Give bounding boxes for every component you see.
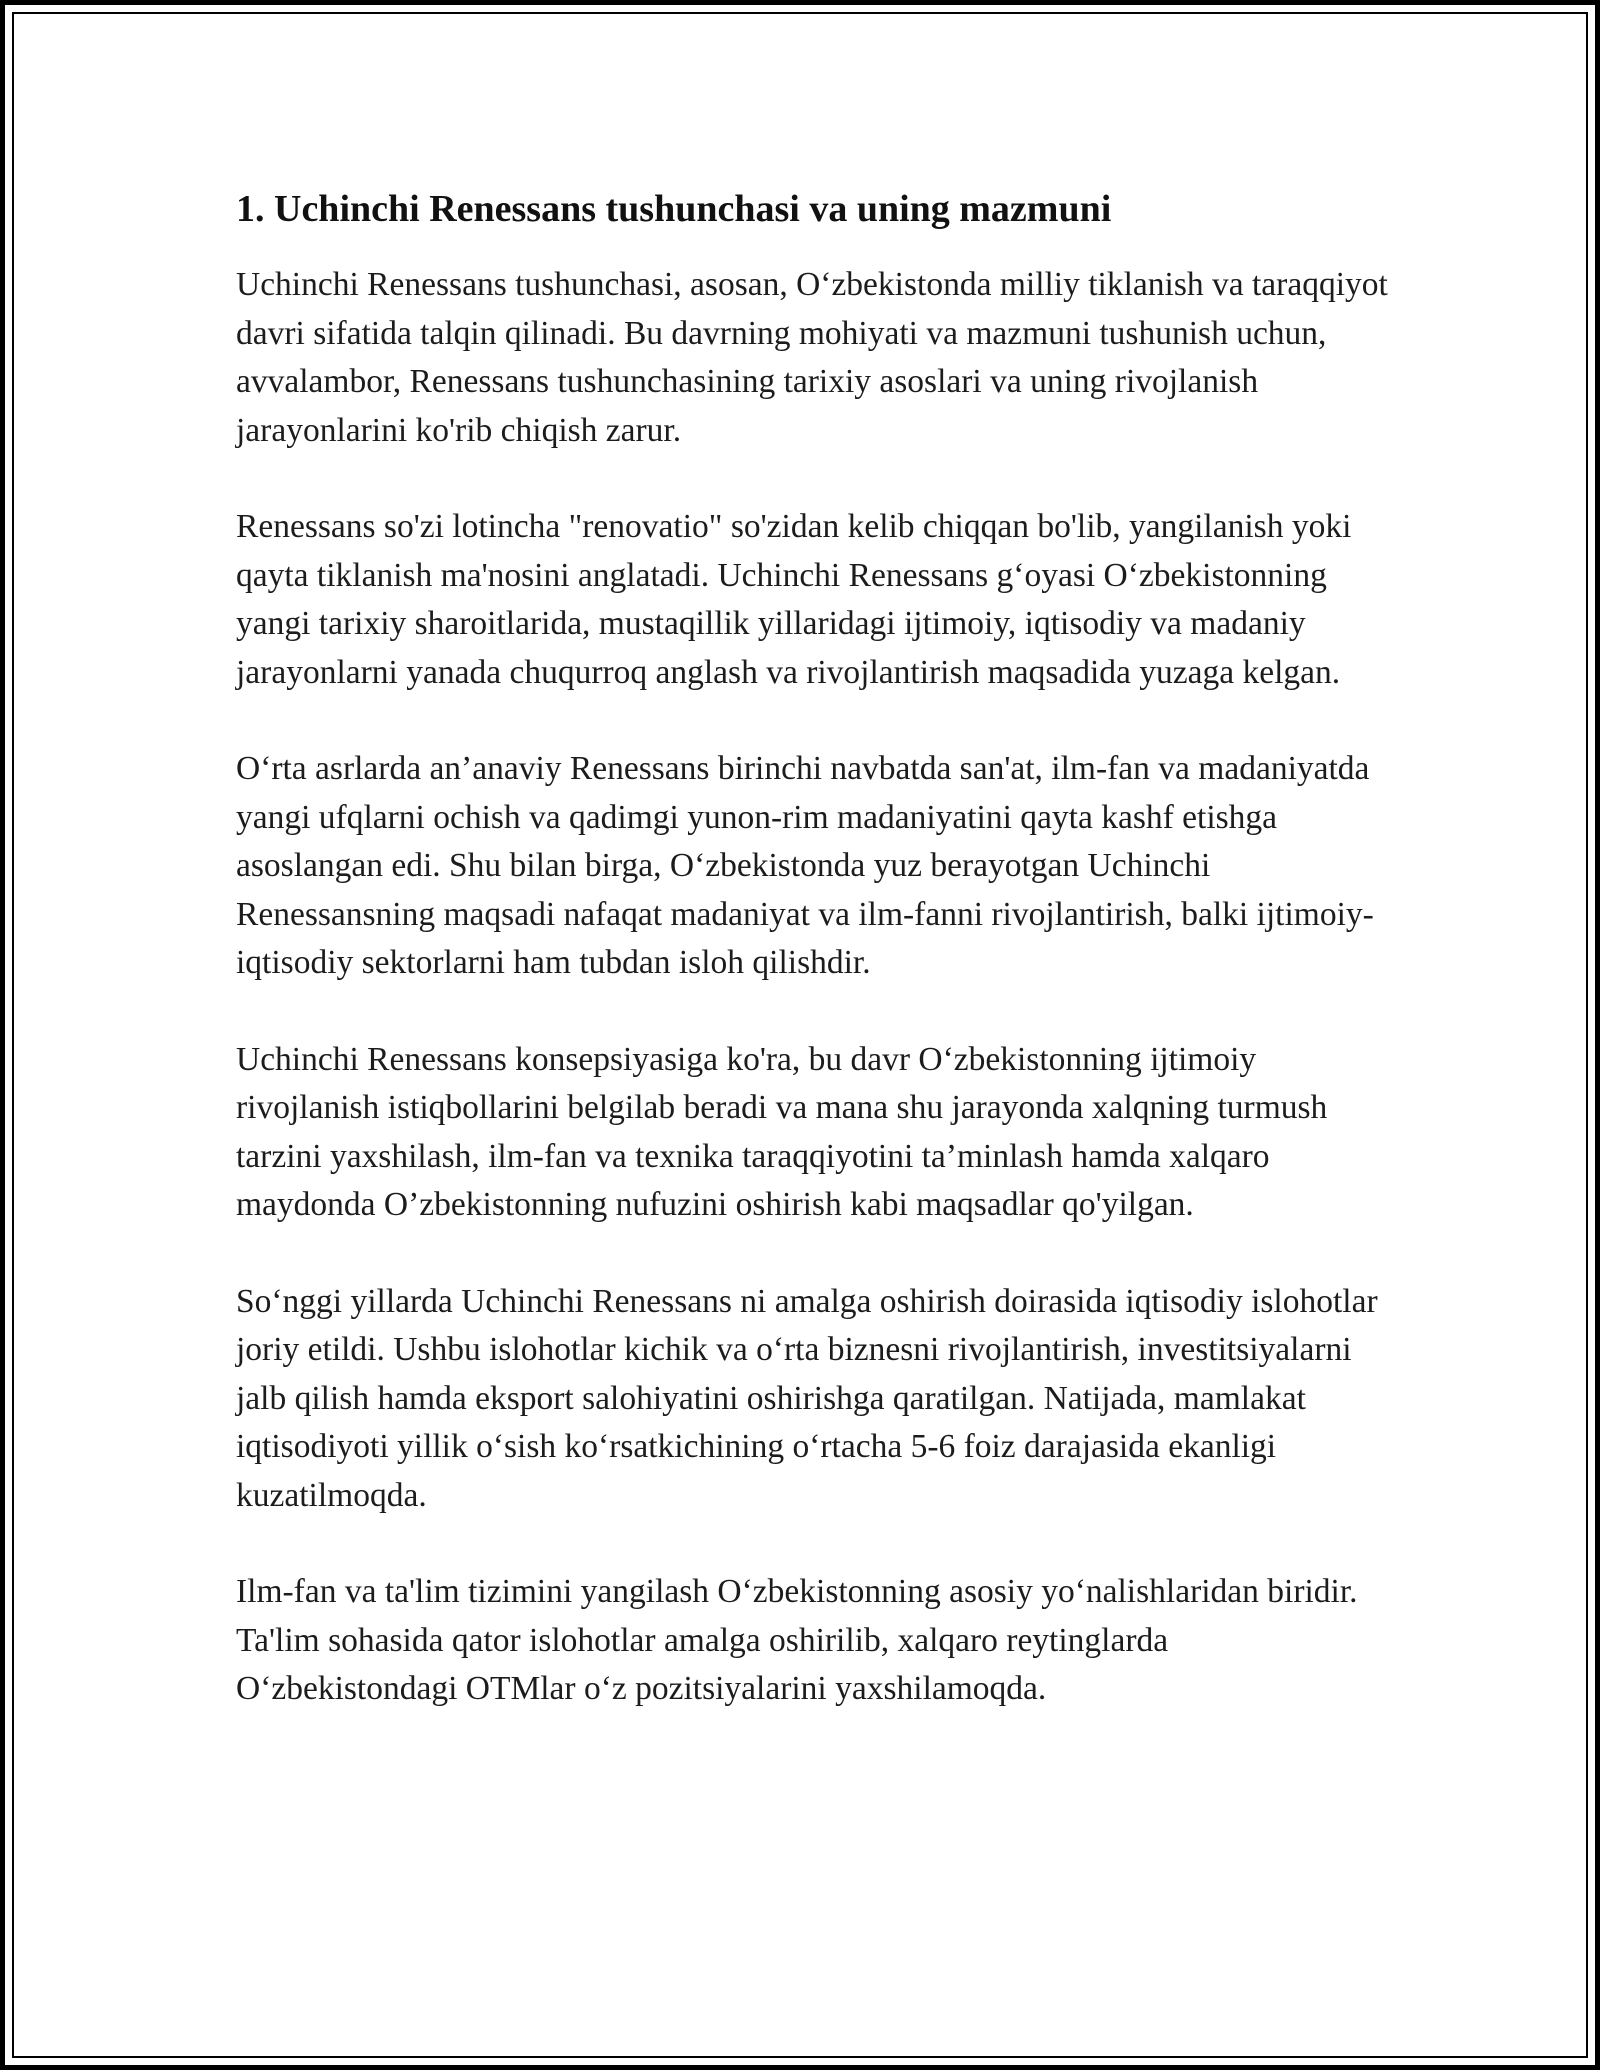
paragraph-2: Renessans so'zi lotincha "renovatio" so'zidan kelib chiqqan bo'lib, yangilanish yoki qayta tiklanish ma'nosini anglatadi. Uchinchi Renessans g‘oyasi O‘zbekistonning yangi tarixiy sharoitlarida, mustaqillik yillaridagi ijtimoiy, iqtisodiy va madaniy jarayonlarni yanada chuqurroq anglash va rivojlantirish maqsadida yuzaga kelgan. [236, 508, 1352, 691]
paragraph-6: Ilm-fan va ta'lim tizimini yangilash O‘zbekistonning asosiy yo‘nalishlaridan biridir. Ta'lim sohasida qator islohotlar amalga oshirilib, xalqaro reytinglarda O‘zbekistondagi OTMlar o‘z pozitsiyalarini yaxshilamoqda. [236, 1573, 1358, 1707]
paragraph-1: Uchinchi Renessans tushunchasi, asosan, O‘zbekistonda milliy tiklanish va taraqqiyot davri sifatida talqin qilinadi. Bu davrning mohiyati va mazmuni tushunish uchun, avvalambor, Renessans tushunchasining tarixiy asoslari va uning rivojlanish jarayonlarini ko'rib chiqish zarur. [236, 266, 1388, 449]
section-title: 1. Uchinchi Renessans tushunchasi va uning mazmuni [236, 188, 1112, 230]
paragraph-3: O‘rta asrlarda an’anaviy Renessans birinchi navbatda san'at, ilm-fan va madaniyatda yangi ufqlarni ochish va qadimgi yunon-rim madaniyatini qayta kashf etishga asoslangan edi. Shu bilan birga, O‘zbekistonda yuz berayotgan Uchinchi Renessansning maqsadi nafaqat madaniyat va ilm-fanni rivojlantirish, balki ijtimoiy-iqtisodiy sektorlarni ham tubdan isloh qilishdir. [236, 750, 1374, 981]
paragraph-4: Uchinchi Renessans konsepsiyasiga ko'ra, bu davr O‘zbekistonning ijtimoiy rivojlanish istiqbollarini belgilab beradi va mana shu jarayonda xalqning turmush tarzini yaxshilash, ilm-fan va texnika taraqqiyotini ta’minlash hamda xalqaro maydonda O’zbekistonning nufuzini oshirish kabi maqsadlar qo'yilgan. [236, 1040, 1328, 1223]
paragraph-5: So‘nggi yillarda Uchinchi Renessans ni amalga oshirish doirasida iqtisodiy islohotlar joriy etildi. Ushbu islohotlar kichik va o‘rta biznesni rivojlantirish, investitsiyalarni jalb qilish hamda eksport salohiyatini oshirishga qaratilgan. Natijada, mamlakat iqtisodiyoti yillik o‘sish ko‘rsatkichining o‘rtacha 5-6 foiz darajasida ekanligi kuzatilmoqda. [236, 1282, 1378, 1514]
document-body [236, 185, 1396, 1762]
